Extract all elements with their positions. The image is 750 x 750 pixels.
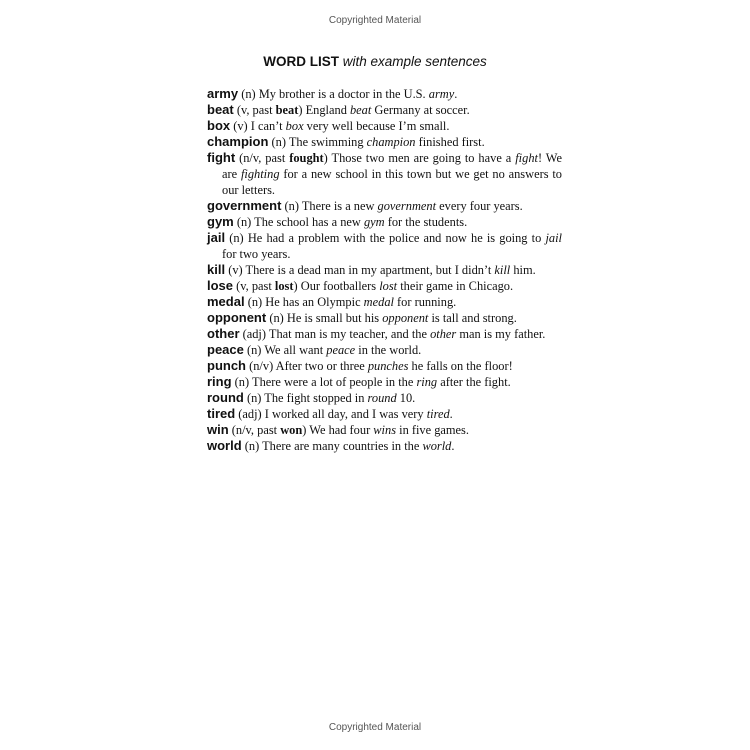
past-tense-form: beat — [275, 103, 299, 117]
word-entry-tired — [207, 406, 562, 422]
example-keyword: world — [422, 439, 452, 453]
headword: fight — [207, 150, 236, 165]
example-text: There were a lot of people in the — [252, 375, 417, 389]
example-text: We had four — [309, 423, 374, 437]
example-text: There are many countries in the — [262, 439, 423, 453]
headword: lose — [207, 278, 234, 293]
example-text: That man is my teacher, and the — [268, 327, 431, 341]
headword: champion — [207, 134, 269, 149]
example-text: England — [305, 103, 350, 117]
example-text: I worked all day, and I was very — [264, 407, 427, 421]
word-entry-champion — [207, 134, 562, 150]
example-text: The school has a new — [254, 215, 364, 229]
example-keyword: fight — [515, 151, 538, 165]
word-entry-jail — [207, 230, 562, 262]
word-entry-lose — [207, 278, 562, 294]
example-text: He has an Olympic — [265, 295, 364, 309]
example-keyword: wins — [373, 423, 397, 437]
part-of-speech-close: ) — [293, 279, 298, 293]
word-entry-ring — [207, 374, 562, 390]
headword: tired — [207, 406, 236, 421]
example-text: very well because I’m small. — [303, 119, 450, 133]
example-keyword: kill — [494, 263, 511, 277]
example-keyword: opponent — [382, 311, 429, 325]
part-of-speech: (n) — [284, 199, 299, 213]
word-list — [207, 86, 562, 454]
example-keyword: gym — [363, 215, 385, 229]
part-of-speech: (v, past — [236, 279, 275, 293]
example-text: He is small but his — [286, 311, 383, 325]
headword: peace — [207, 342, 244, 357]
headword: army — [207, 86, 239, 101]
example-text: ! We are — [222, 151, 563, 181]
word-entry-fight — [207, 150, 562, 198]
example-keyword: tired — [426, 407, 450, 421]
word-entry-punch — [207, 358, 562, 374]
example-text: for running. — [393, 295, 457, 309]
example-keyword: champion — [366, 135, 416, 149]
part-of-speech: (n) — [246, 343, 262, 357]
word-entry-box — [207, 118, 562, 134]
headword: beat — [207, 102, 234, 117]
example-text: for two years. — [222, 247, 291, 261]
headword: ring — [207, 374, 232, 389]
part-of-speech: (adj) — [242, 327, 266, 341]
example-text: After two or three — [275, 359, 368, 373]
example-text: for the students. — [384, 215, 468, 229]
copyright-header: Copyrighted Material — [328, 15, 422, 26]
part-of-speech: (n) — [236, 215, 252, 229]
example-text: Those two men are going to have a — [331, 151, 516, 165]
example-keyword: box — [285, 119, 304, 133]
past-tense-form: lost — [274, 279, 294, 293]
page-title-main: WORD LIST — [263, 54, 339, 69]
word-entry-opponent — [207, 310, 562, 326]
example-text: him. — [510, 263, 536, 277]
past-tense-form: fought — [289, 151, 324, 165]
past-tense-form: won — [280, 423, 303, 437]
example-keyword: beat — [349, 103, 372, 117]
example-text: in the world. — [355, 343, 422, 357]
example-keyword: lost — [379, 279, 398, 293]
example-text: My brother is a doctor in the U.S. — [258, 87, 429, 101]
word-entry-kill — [207, 262, 562, 278]
headword: opponent — [207, 310, 267, 325]
headword: box — [207, 118, 231, 133]
example-keyword: ring — [416, 375, 438, 389]
headword: punch — [207, 358, 246, 373]
example-keyword: punches — [367, 359, 409, 373]
headword: medal — [207, 294, 245, 309]
word-entry-round — [207, 390, 562, 406]
example-text: Germany at soccer. — [371, 103, 470, 117]
part-of-speech-close: ) — [298, 103, 303, 117]
part-of-speech: (n) — [271, 135, 286, 149]
part-of-speech: (n) — [244, 439, 260, 453]
headword: world — [207, 438, 242, 453]
part-of-speech: (adj) — [238, 407, 262, 421]
example-keyword: fighting — [240, 167, 280, 181]
word-entry-beat — [207, 102, 562, 118]
word-entry-government — [207, 198, 562, 214]
word-entry-win — [207, 422, 562, 438]
example-text: for a new school in this town but we get no answers to our letters. — [222, 167, 562, 197]
part-of-speech: (v) — [233, 119, 248, 133]
part-of-speech: (n) — [246, 391, 262, 405]
word-entry-army — [207, 86, 562, 102]
part-of-speech: (n) — [247, 295, 263, 309]
headword: win — [207, 422, 229, 437]
example-text: is tall and strong. — [428, 311, 517, 325]
example-text: man is my father. — [456, 327, 546, 341]
example-keyword: government — [377, 199, 437, 213]
example-keyword: army — [428, 87, 455, 101]
example-text: He had a problem with the police and now he is going to — [247, 231, 546, 245]
example-text: 10. — [396, 391, 416, 405]
word-entry-gym — [207, 214, 562, 230]
example-text: finished first. — [415, 135, 485, 149]
example-text: . — [454, 87, 458, 101]
example-text: their game in Chicago. — [397, 279, 514, 293]
headword: jail — [207, 230, 226, 245]
example-text: every four years. — [436, 199, 523, 213]
example-text: The swimming — [288, 135, 367, 149]
part-of-speech-close: ) — [302, 423, 307, 437]
example-text: in five games. — [396, 423, 469, 437]
part-of-speech: (n/v, past — [239, 151, 290, 165]
example-text: . — [449, 407, 453, 421]
word-entry-peace — [207, 342, 562, 358]
headword: other — [207, 326, 240, 341]
example-keyword: medal — [363, 295, 394, 309]
example-text: There is a new — [301, 199, 378, 213]
part-of-speech: (n/v, past — [231, 423, 281, 437]
word-entry-world — [207, 438, 562, 454]
example-text: . — [451, 439, 455, 453]
copyright-footer: Copyrighted Material — [328, 722, 422, 733]
headword: government — [207, 198, 282, 213]
example-text: There is a dead man in my apartment, but I didn’t — [245, 263, 495, 277]
part-of-speech: (n) — [234, 375, 250, 389]
part-of-speech: (v, past — [236, 103, 276, 117]
part-of-speech-close: ) — [323, 151, 328, 165]
example-text: he falls on the floor! — [408, 359, 513, 373]
part-of-speech: (n/v) — [249, 359, 274, 373]
part-of-speech: (n) — [269, 311, 284, 325]
headword: kill — [207, 262, 226, 277]
part-of-speech: (n) — [229, 231, 244, 245]
example-keyword: other — [430, 327, 457, 341]
example-keyword: round — [367, 391, 397, 405]
part-of-speech: (v) — [228, 263, 243, 277]
example-text: We all want — [264, 343, 327, 357]
headword: round — [207, 390, 244, 405]
word-entry-other — [207, 326, 562, 342]
example-keyword: jail — [545, 231, 562, 245]
example-text: I can’t — [250, 119, 286, 133]
example-keyword: peace — [326, 343, 356, 357]
headword: gym — [207, 214, 234, 229]
page-title — [0, 54, 750, 69]
word-entry-medal — [207, 294, 562, 310]
example-text: Our footballers — [300, 279, 380, 293]
example-text: after the fight. — [437, 375, 511, 389]
example-text: The fight stopped in — [264, 391, 368, 405]
page-title-subtitle: with example sentences — [342, 54, 487, 69]
part-of-speech: (n) — [241, 87, 256, 101]
